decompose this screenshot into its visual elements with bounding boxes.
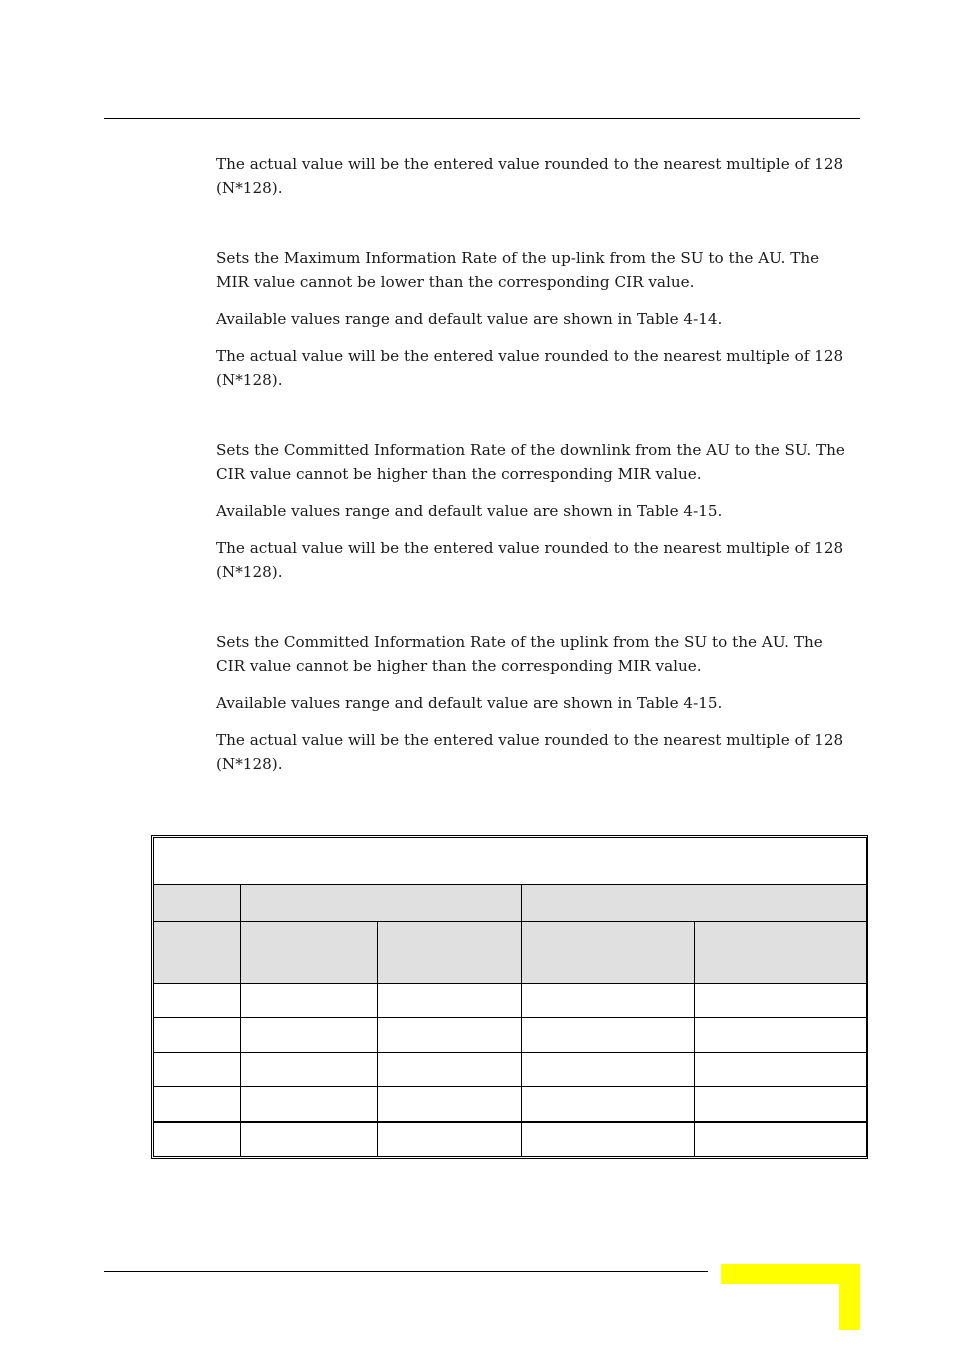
table-cell <box>522 1087 695 1122</box>
table-group-header-cell <box>522 884 867 921</box>
table-cell <box>695 1018 867 1052</box>
table-row <box>154 1052 867 1086</box>
paragraph: Sets the Committed Information Rate of the downlink from the AU to the SU. The CIR value cannot be higher than the corresponding MIR value. <box>216 441 845 483</box>
table-cell <box>522 1018 695 1052</box>
table-cell <box>378 1018 522 1052</box>
page-tab-marker-edge <box>839 1264 860 1330</box>
paragraph: Available values range and default value are shown in Table 4-14. <box>216 310 723 328</box>
values-table-grid <box>153 837 867 1157</box>
paragraph: The actual value will be the entered value rounded to the nearest multiple of 128 (N*128). <box>216 347 844 389</box>
paragraph: Sets the Maximum Information Rate of the up-link from the SU to the AU. The MIR value cannot be lower than the corresponding CIR value. <box>216 249 820 291</box>
table-cell <box>154 1122 241 1157</box>
table-cell <box>154 1018 241 1052</box>
values-table <box>151 835 868 1159</box>
table-cell <box>154 1052 241 1086</box>
table-cell <box>695 1087 867 1122</box>
table-title-row <box>154 838 867 885</box>
table-cell <box>241 1018 378 1052</box>
table-cell <box>695 983 867 1017</box>
table-cell <box>695 1052 867 1086</box>
table-header-cell <box>154 884 241 921</box>
table-row <box>154 1018 867 1052</box>
footer-rule <box>104 1271 708 1272</box>
table-subheader-row <box>154 922 867 984</box>
table-cell <box>154 983 241 1017</box>
table-row <box>154 1087 867 1122</box>
table-cell <box>695 1122 867 1157</box>
table-cell <box>522 983 695 1017</box>
paragraph: The actual value will be the entered value rounded to the nearest multiple of 128 (N*128). <box>216 539 844 581</box>
table-cell <box>241 1122 378 1157</box>
paragraph: Available values range and default value are shown in Table 4-15. <box>216 502 723 520</box>
table-header-cell <box>378 922 522 984</box>
table-cell <box>241 1087 378 1122</box>
paragraph: Sets the Committed Information Rate of the uplink from the SU to the AU. The CIR value cannot be higher than the corresponding MIR value. <box>216 633 823 675</box>
table-title-cell <box>154 838 867 885</box>
table-cell <box>241 1052 378 1086</box>
table-row <box>154 983 867 1017</box>
paragraph: The actual value will be the entered value rounded to the nearest multiple of 128 (N*128). <box>216 731 844 773</box>
table-cell <box>378 1052 522 1086</box>
table-row <box>154 1122 867 1157</box>
table-header-cell <box>695 922 867 984</box>
table-cell <box>378 1087 522 1122</box>
table-header-cell <box>241 922 378 984</box>
header-rule <box>104 118 860 119</box>
table-header-cell <box>522 922 695 984</box>
table-cell <box>154 1087 241 1122</box>
paragraph: Available values range and default value are shown in Table 4-15. <box>216 694 723 712</box>
table-group-header-row <box>154 884 867 921</box>
table-cell <box>241 983 378 1017</box>
table-cell <box>378 1122 522 1157</box>
table-group-header-cell <box>241 884 522 921</box>
table-header-cell <box>154 922 241 984</box>
table-cell <box>522 1122 695 1157</box>
table-cell <box>522 1052 695 1086</box>
paragraph: The actual value will be the entered value rounded to the nearest multiple of 128 (N*128). <box>216 155 844 197</box>
table-cell <box>378 983 522 1017</box>
